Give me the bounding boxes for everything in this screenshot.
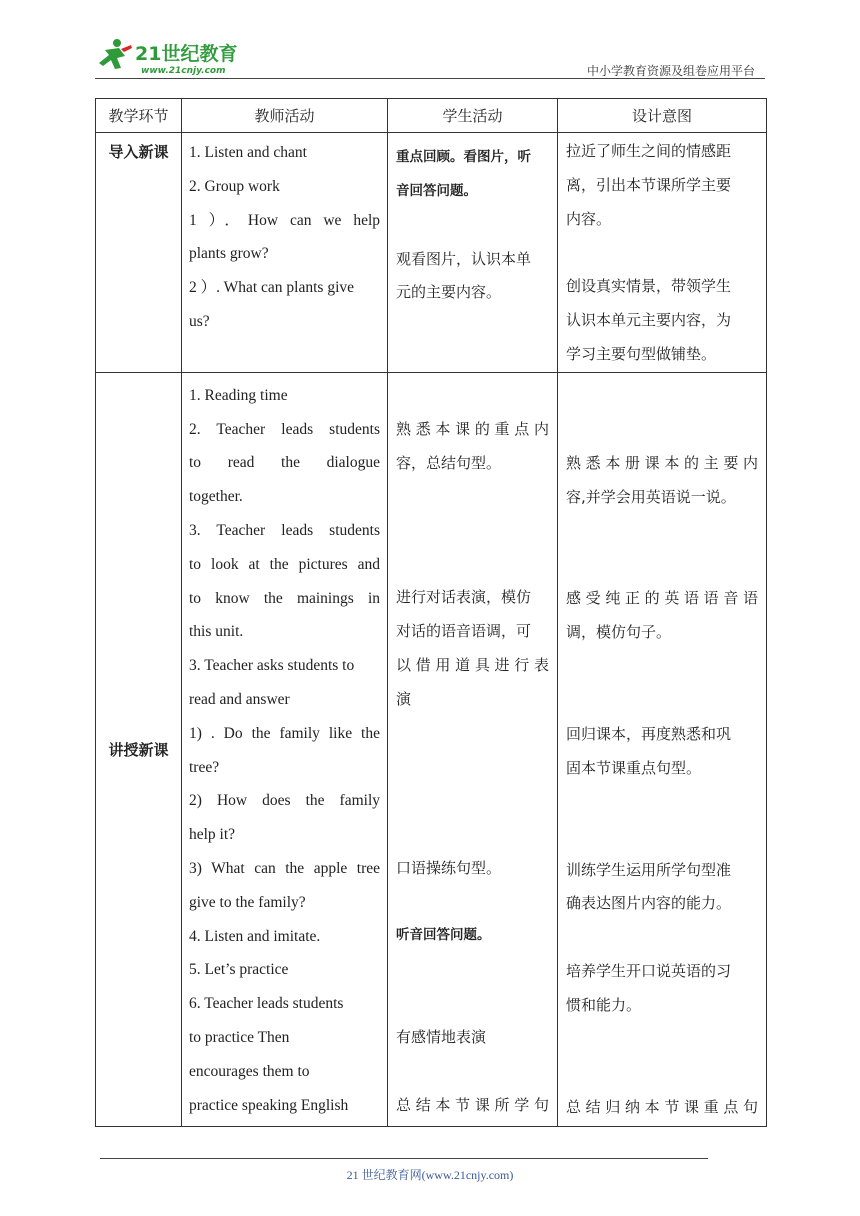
text-line: 观看图片，认识本单 [396,249,532,268]
text-line: 2. Group work [189,177,280,195]
text-line: plants grow? [189,245,269,263]
lesson-plan-table [95,98,767,1127]
text-line: 培养学生开口说英语的习 [566,962,732,981]
text-line: 有感情地表演 [396,1028,487,1047]
text-line: 口语操练句型。 [396,858,502,877]
footer-link[interactable]: 21 世纪教育网(www.21cnjy.com) [346,1168,514,1182]
header-platform-text: 中小学教育资源及组卷应用平台 [586,64,755,78]
text-line: 1) . Do the family like the [189,724,380,742]
text-line: give to the family? [189,893,306,911]
text-line: practice speaking English [189,1096,349,1114]
page-header [95,28,765,80]
text-line: 3) What can the apple tree [189,859,380,877]
text-line: us? [189,312,210,330]
spacer [396,953,549,1021]
text-line: 3. Teacher leads students [189,521,380,539]
header-teacher-activity: 教师活动 [182,99,388,133]
text-line: 熟悉本册课本的主要内 [566,453,758,472]
teacher-activity-cell [182,372,388,1126]
header-student-activity: 学生活动 [388,99,558,133]
site-logo [95,36,260,76]
header-stage: 教学环节 [96,99,182,133]
stage-cell: 导入新课 [96,133,182,373]
text-line: 固本节课重点句型。 [566,758,702,777]
text-line: 元的主要内容。 [396,283,502,302]
text-line: 感受纯正的英语语音语 [566,589,758,608]
text-line: to know the mainings in [189,589,380,607]
logo-main-text: 21世纪教育 [135,43,238,65]
text-line: 演 [396,689,412,708]
spacer [396,209,549,243]
text-line: read and answer [189,690,290,708]
spacer [396,1055,549,1089]
table-header-row [96,99,767,133]
text-line: 惯和能力。 [566,995,642,1014]
text-line: 容,并学会用英语说一说。 [566,487,736,506]
text-line: 2) How does the family [189,792,380,810]
header-divider [95,78,765,79]
spacer [566,1023,758,1091]
text-line: to look at the pictures and [189,555,380,573]
text-line: help it? [189,826,236,844]
text-line: tree? [189,758,220,776]
student-activity-cell [388,133,558,373]
text-line: 容，总结句型。 [396,453,502,472]
spacer [566,379,758,447]
spacer [396,717,549,852]
teacher-activity-cell [182,133,388,373]
text-line: 离，引出本节课所学主要 [566,175,732,194]
text-line: 拉近了师生之间的情感距 [566,142,732,160]
text-line: 以借用道具进行表 [396,655,549,674]
text-line: 2. Teacher leads students [189,420,380,438]
text-line: 学习主要句型做铺垫。 [566,344,717,363]
text-line: 6. Teacher leads students [189,995,344,1013]
text-line: together. [189,488,243,506]
text-line: 1. Listen and chant [189,144,307,161]
text-line: this unit. [189,623,244,641]
spacer [396,480,549,581]
text-line: 听音回答问题。 [396,927,491,944]
text-line: 总结本节课所学句 [396,1095,549,1114]
header-design-intent: 设计意图 [558,99,767,133]
text-line: 2 ）. What can plants give [189,279,355,297]
student-activity-cell [388,372,558,1126]
text-line: 进行对话表演，模仿 [396,588,532,607]
text-line: 回归课本，再度熟悉和巩 [566,724,732,743]
stage-cell: 讲授新课 [96,372,182,1126]
text-line: 总结归纳本节课重点句 [566,1097,758,1116]
text-line: to practice Then [189,1028,290,1046]
text-line: 训练学生运用所学句型准 [566,860,732,879]
design-intent-cell [558,133,767,373]
text-line: to read the dialogue [189,454,380,472]
text-line: 1. Reading time [189,386,288,404]
text-line: 3. Teacher asks students to [189,657,355,675]
table-row [96,372,767,1126]
spacer [566,921,758,955]
spacer [396,379,549,413]
spacer [396,885,549,919]
design-intent-cell [558,372,767,1126]
spacer [566,514,758,582]
spacer [566,786,758,854]
logo-sub-text: www.21cnjy.com [141,66,226,76]
text-line: 音回答问题。 [396,182,477,199]
text-line: 熟悉本课的重点内 [396,419,549,438]
text-line: 调，模仿句子。 [566,623,672,642]
footer-divider [100,1158,708,1159]
text-line: 认识本单元主要内容，为 [566,311,732,330]
text-line: 4. Listen and imitate. [189,927,321,945]
spacer [566,236,758,270]
text-line: 5. Let’s practice [189,961,289,979]
text-line: encourages them to [189,1062,310,1080]
text-line: 对话的语音语调，可 [396,622,532,641]
text-line: 创设真实情景，带领学生 [566,277,732,296]
text-line: 确表达图片内容的能力。 [566,894,732,913]
table-row [96,133,767,373]
text-line: 重点回顾。看图片，听 [396,149,531,165]
spacer [566,650,758,718]
text-line: 1 ）．How can we help [189,211,380,229]
text-line: 内容。 [566,209,612,228]
